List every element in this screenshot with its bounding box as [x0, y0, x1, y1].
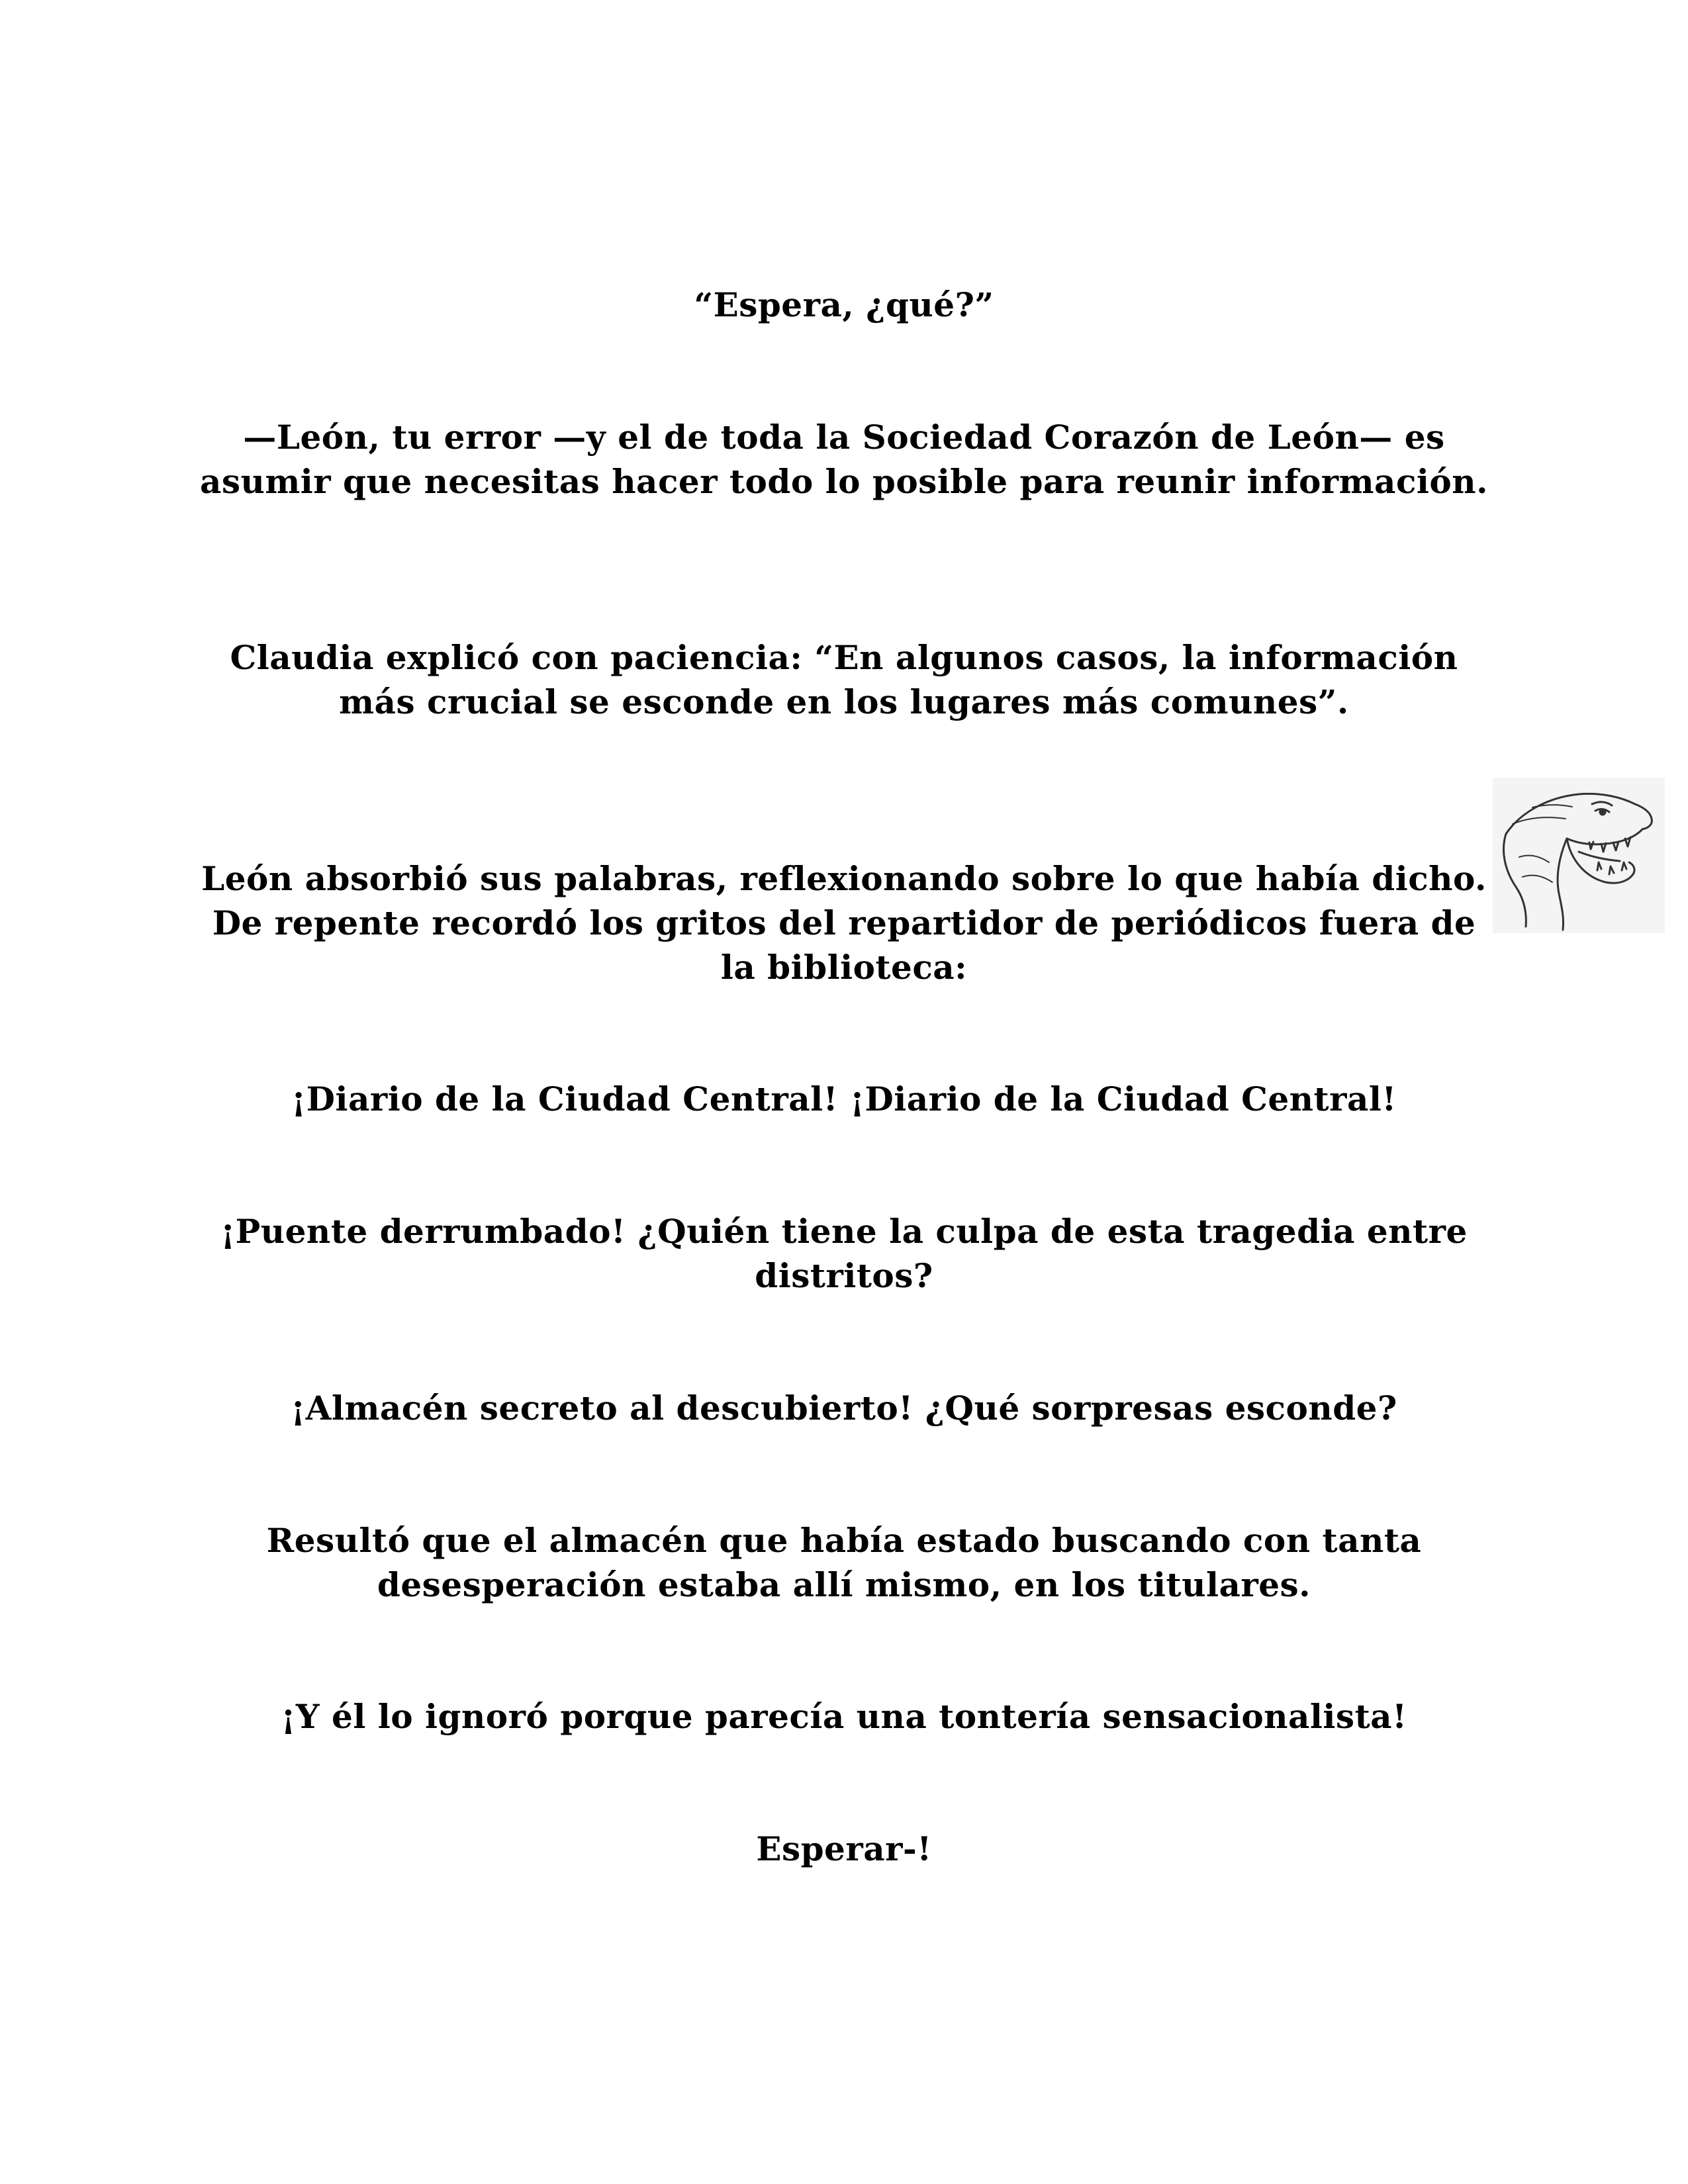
paragraph-4: León absorbió sus palabras, reflexionando sobre lo que había dicho. De repente recordó los gritos del repartidor de periódicos fuera de la biblioteca: — [201, 859, 1487, 987]
paragraph-5: ¡Diario de la Ciudad Central! ¡Diario de la Ciudad Central! — [291, 1079, 1397, 1118]
paragraph-2: —León, tu error —y el de toda la Sociedad Corazón de León— es asumir que necesitas hacer todo lo posible para reunir información. — [200, 418, 1488, 501]
paragraph-6: ¡Puente derrumbado! ¿Quién tiene la culpa de esta tragedia entre distritos? — [220, 1212, 1468, 1295]
paragraph-10: Esperar-! — [756, 1829, 932, 1868]
paragraph-8: Resultó que el almacén que había estado buscando con tanta desesperación estaba allí mismo, en los titulares. — [266, 1521, 1422, 1604]
paragraph-9: ¡Y él lo ignoró porque parecía una tontería sensacionalista! — [281, 1697, 1407, 1736]
paragraph-7: ¡Almacén secreto al descubierto! ¿Qué sorpresas esconde? — [291, 1388, 1397, 1428]
paragraph-1: “Espera, ¿qué?” — [694, 285, 994, 324]
dinosaur-head-sketch-icon — [1493, 778, 1665, 933]
paragraph-3: Claudia explicó con paciencia: “En algunos casos, la información más crucial se esconde en los lugares más comunes”. — [230, 638, 1458, 721]
